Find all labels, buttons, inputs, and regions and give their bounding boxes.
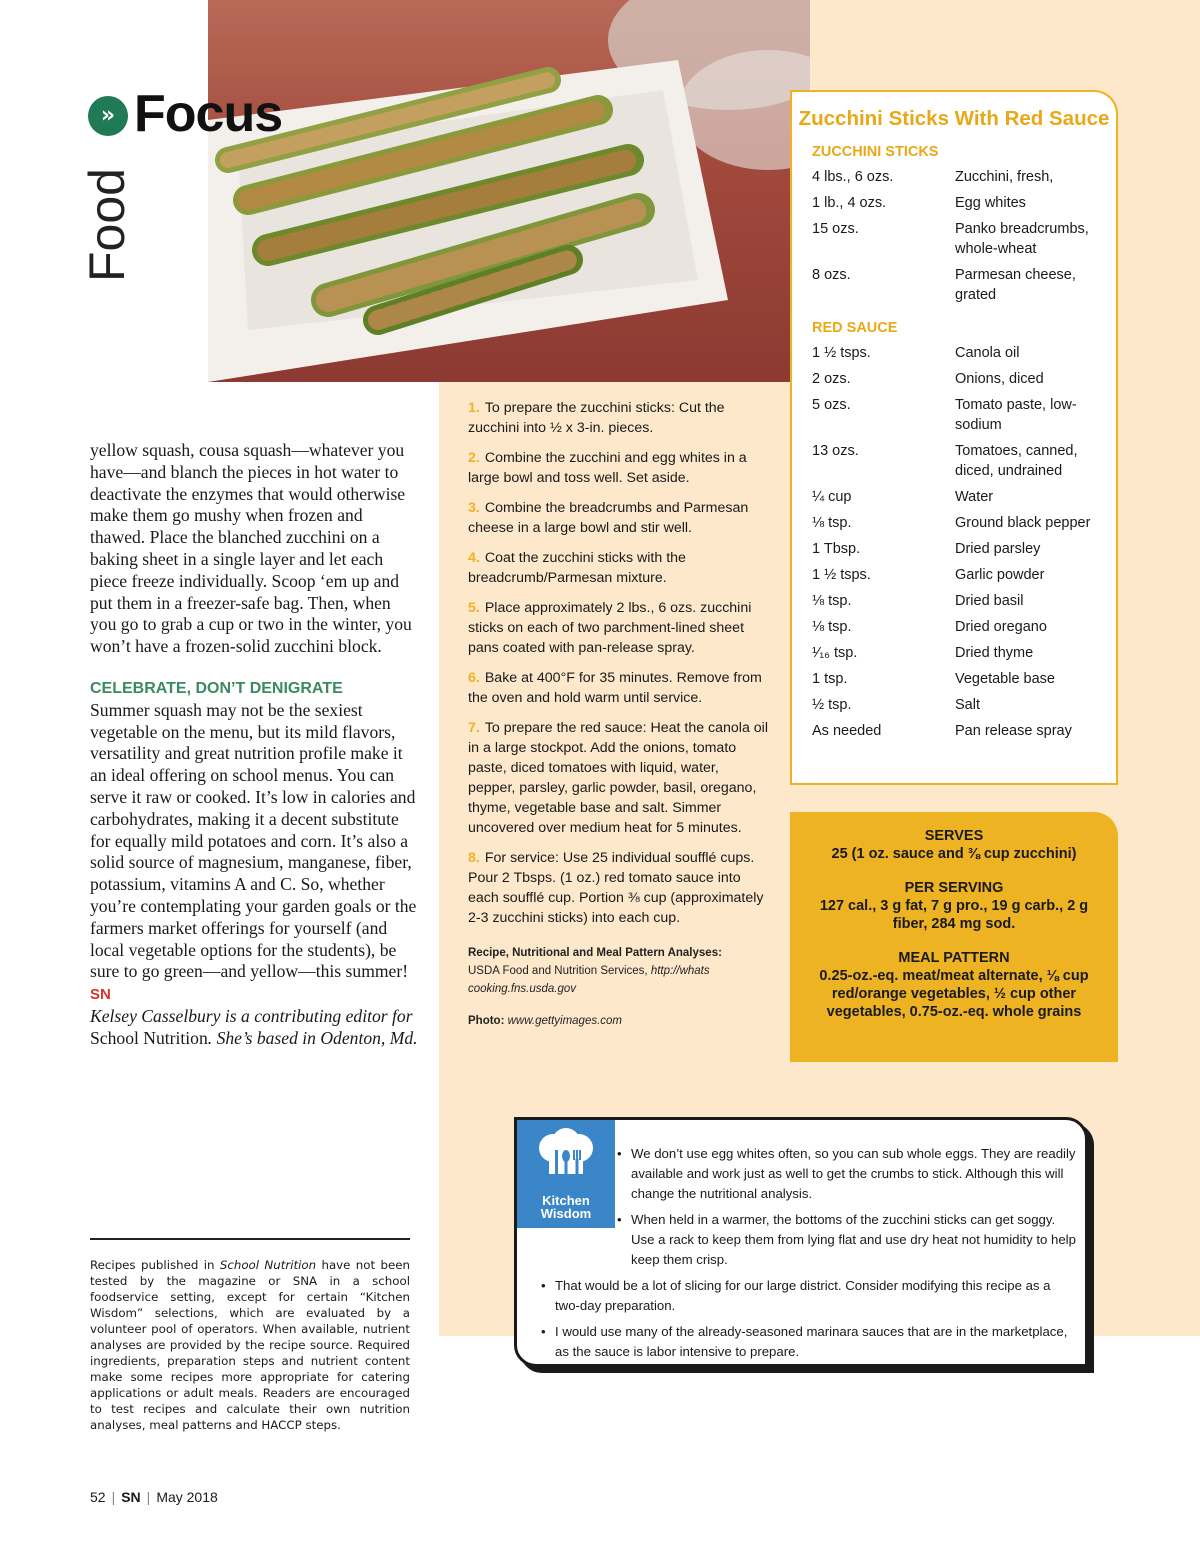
recipe-title: Zucchini Sticks With Red Sauce	[798, 107, 1110, 130]
kitchen-wisdom-label-line: Kitchen	[542, 1193, 590, 1208]
step-number: 2.	[468, 450, 480, 466]
step-number: 5.	[468, 600, 480, 616]
step-text: Bake at 400°F for 35 minutes. Remove from the oven and hold warm until service.	[468, 670, 762, 706]
analyses-source: USDA Food and Nutrition Services,	[468, 965, 648, 977]
recipe-step	[468, 718, 768, 838]
ingredient-name: Vegetable base	[955, 671, 1055, 687]
kitchen-wisdom-box	[514, 1117, 1088, 1367]
analyses-credit	[468, 944, 768, 998]
footer-separator: |	[146, 1489, 151, 1505]
ingredient-amount: ⅛ tsp.	[812, 619, 852, 635]
ingredient-row	[812, 340, 1116, 366]
bio-magazine-name: School Nutrition	[90, 1027, 208, 1048]
recipe-step	[468, 848, 768, 928]
food-focus-brand	[79, 85, 286, 282]
recipe-ingredients-card	[790, 90, 1118, 785]
ingredient-name: Dried basil	[955, 593, 1024, 609]
article-subhead: CELEBRATE, DON’T DENIGRATE	[90, 679, 343, 697]
recipe-step	[468, 398, 768, 438]
ingredient-name: Dried oregano	[955, 619, 1047, 635]
section-name-focus: Focus	[134, 85, 283, 143]
serves-value: 25 (1 oz. sauce and ⅜ cup zucchini)	[831, 846, 1077, 862]
section-name-food: Food	[79, 168, 135, 282]
disclaimer-text: have not been tested by the magazine or SNA in a school foodservice setting, except for certain “Kitchen Wisdom” selections, which are evaluated by a volunteer pool of operators. When available, nutrient analyses are provided by the recipe source. Required ingredients, preparation steps and nutrient content make some recipes more appropriate for catering applications or adult meals. Readers are encouraged to test recipes and calculate their own nutrition analyses, meal patterns and HACCP steps.	[90, 1258, 410, 1432]
ingredient-row	[812, 262, 1116, 308]
ingredient-amount: ⅛ tsp.	[812, 593, 852, 609]
ingredient-name: Tomato paste, low-sodium	[955, 397, 1077, 433]
ingredient-row	[812, 366, 1116, 392]
ingredient-row	[812, 562, 1116, 588]
step-number: 1.	[468, 400, 480, 416]
bio-text: . She’s based in Odenton, Md.	[207, 1027, 418, 1048]
article-paragraph-text: Summer squash may not be the sexiest vegetable on the menu, but its mild flavors, versatility and great nutrition profile make it an ideal offering on school menus. You can serve it raw or cooked. It’s low in calories and carbohydrates, making it a decent substitute for equally mild potatoes and corn. It’s also a solid source of magnesium, manganese, fiber, potassium, vitamins A and C. So, whether you’re contemplating your garden goals or the farmers market offerings for yourself (and local vegetable options for the students), be sure to go green—and yellow—this summer!	[90, 699, 417, 982]
ingredient-amount: 4 lbs., 6 ozs.	[812, 169, 894, 185]
recipe-step	[468, 668, 768, 708]
analyses-url[interactable]: http://whats cooking.fns.usda.gov	[468, 965, 710, 995]
recipe-steps	[468, 398, 768, 1030]
ingredient-amount: 13 ozs.	[812, 443, 859, 459]
step-number: 7.	[468, 720, 480, 736]
recipe-step	[468, 498, 768, 538]
footer-magazine: SN	[121, 1489, 141, 1505]
ingredient-amount: 15 ozs.	[812, 221, 859, 237]
ingredient-name: Garlic powder	[955, 567, 1045, 583]
ingredient-name: Panko breadcrumbs, whole-wheat	[955, 221, 1089, 257]
disclaimer-text: Recipes published in	[90, 1258, 220, 1272]
recipe-step	[468, 448, 768, 488]
ingredient-name: Onions, diced	[955, 371, 1044, 387]
ingredient-amount: 1 lb., 4 ozs.	[812, 195, 887, 211]
step-number: 6.	[468, 670, 480, 686]
photo-credit	[468, 1012, 768, 1030]
step-text: Combine the breadcrumbs and Parmesan cheese in a large bowl and stir well.	[468, 500, 749, 536]
serves-label: SERVES	[924, 828, 984, 844]
kitchen-wisdom-tip: • We don’t use egg whites often, so you can sub whole eggs. They are readily available and work just as well to get the crumbs to stick. Although this will change the nutritional analysis.	[617, 1144, 1077, 1204]
step-number: 8.	[468, 850, 480, 866]
ingredient-name: Salt	[955, 697, 980, 713]
ingredient-amount: 1 tsp.	[812, 671, 848, 687]
ingredient-amount: 1 ½ tsps.	[812, 567, 871, 583]
ingredient-amount: As needed	[812, 723, 882, 739]
ingredient-amount: 5 ozs.	[812, 397, 851, 413]
ingredient-name: Dried parsley	[955, 541, 1041, 557]
kitchen-wisdom-logo	[517, 1120, 615, 1228]
zucchini-photo-illustration	[208, 0, 810, 382]
meal-pattern-label: MEAL PATTERN	[898, 950, 1010, 966]
ingredient-name: Ground black pepper	[955, 515, 1091, 531]
recipe-step	[468, 548, 768, 588]
photo-credit-url[interactable]: www.gettyimages.com	[507, 1015, 623, 1027]
page-number: 52	[90, 1489, 106, 1505]
article-paragraph	[90, 700, 420, 1006]
photo-credit-label: Photo:	[468, 1015, 505, 1027]
ingredient-amount: 1 ½ tsps.	[812, 345, 871, 361]
analyses-label: Recipe, Nutritional and Meal Pattern Analyses:	[468, 947, 722, 959]
divider-rule	[90, 1238, 410, 1240]
bio-text: Kelsey Casselbury is a contributing editor for	[90, 1005, 413, 1026]
ingredient-section-heading: RED SAUCE	[812, 320, 898, 336]
ingredient-amount: ¼ cup	[812, 489, 852, 505]
page-footer	[90, 1489, 218, 1505]
recipe-step	[468, 598, 768, 658]
ingredient-amount: 2 ozs.	[812, 371, 851, 387]
ingredient-amount: ½ tsp.	[812, 697, 852, 713]
ingredient-row	[812, 718, 1116, 744]
ingredient-amount: 1 Tbsp.	[812, 541, 861, 557]
ingredient-row	[812, 392, 1116, 438]
kitchen-wisdom-tip: • That would be a lot of slicing for our large district. Consider modifying this recipe as a two-day preparation.	[541, 1276, 1077, 1316]
ingredient-amount: ⅛ tsp.	[812, 515, 852, 531]
author-bio	[90, 1006, 420, 1050]
step-text: Place approximately 2 lbs., 6 ozs. zucchini sticks on each of two parchment-lined sheet pans coated with pan-release spray.	[468, 600, 752, 656]
ingredient-row	[812, 510, 1116, 536]
kitchen-wisdom-tip: • I would use many of the already-seasoned marinara sauces that are in the marketplace, as the sauce is labor intensive to prepare.	[541, 1322, 1077, 1362]
sn-end-mark: SN	[90, 986, 111, 1004]
ingredient-row	[812, 164, 1116, 190]
kitchen-wisdom-tip: • When held in a warmer, the bottoms of the zucchini sticks can get soggy. Use a rack to keep them from lying flat and use dry heat not humidity to help keep them crisp.	[617, 1210, 1077, 1270]
footer-separator: |	[111, 1489, 116, 1505]
ingredient-name: Pan release spray	[955, 723, 1072, 739]
ingredient-row	[812, 190, 1116, 216]
ingredient-row	[812, 438, 1116, 484]
ingredient-row	[812, 216, 1116, 262]
chef-hat-utensils-icon	[535, 1128, 597, 1180]
double-chevron-right-icon: »	[88, 96, 128, 136]
ingredient-row	[812, 536, 1116, 562]
ingredient-row	[812, 588, 1116, 614]
nutrition-info-box	[790, 812, 1118, 1062]
ingredient-row	[812, 614, 1116, 640]
ingredient-amount: 8 ozs.	[812, 267, 851, 283]
step-text: Coat the zucchini sticks with the breadcrumb/Parmesan mixture.	[468, 550, 686, 586]
article-column	[90, 440, 420, 1050]
ingredient-section-heading: ZUCCHINI STICKS	[812, 144, 939, 160]
per-serving-value: 127 cal., 3 g fat, 7 g pro., 19 g carb., 2 g fiber, 284 mg sod.	[819, 898, 1089, 932]
ingredient-name: Dried thyme	[955, 645, 1034, 661]
meal-pattern-value: 0.25-oz.-eq. meat/meat alternate, ⅛ cup red/orange vegetables, ½ cup other vegetables, 0.75-oz.-eq. whole grains	[819, 968, 1089, 1020]
ingredient-amount: ¹⁄₁₆ tsp.	[812, 645, 858, 661]
kitchen-wisdom-label	[517, 1194, 615, 1220]
step-text: For service: Use 25 individual soufflé cups. Pour 2 Tbsps. (1 oz.) red tomato sauce into each soufflé cup. Portion ⅜ cup (approximately 2-3 zucchini sticks) into each cup.	[468, 850, 764, 926]
step-number: 3.	[468, 500, 480, 516]
step-text: To prepare the zucchini sticks: Cut the zucchini into ½ x 3-in. pieces.	[468, 400, 725, 436]
ingredient-name: Egg whites	[955, 195, 1026, 211]
step-text: To prepare the red sauce: Heat the canola oil in a large stockpot. Add the onions, tomato paste, diced tomatoes with liquid, water, pepper, parsley, garlic powder, basil, oregano, thyme, vegetable base and salt. Simmer uncovered over medium heat for 5 minutes.	[468, 720, 768, 836]
ingredient-name: Parmesan cheese, grated	[955, 267, 1076, 303]
article-paragraph: yellow squash, cousa squash—whatever you have—and blanch the pieces in hot water to deactivate the enzymes that would otherwise make them go mushy when frozen and thawed. Place the blanched zucchini on a baking sheet in a single layer and let each piece freeze individually. Scoop ‘em up and put them in a freezer-safe bag. Then, when you go to grab a cup or two in the winter, you won’t have a frozen-solid zucchini block.	[90, 440, 412, 657]
ingredient-row	[812, 692, 1116, 718]
zucchini-sticks-photo	[208, 0, 810, 382]
step-text: Combine the zucchini and egg whites in a large bowl and toss well. Set aside.	[468, 450, 747, 486]
ingredient-row	[812, 484, 1116, 510]
step-number: 4.	[468, 550, 480, 566]
kitchen-wisdom-label-line: Wisdom	[540, 1206, 592, 1221]
ingredient-name: Water	[955, 489, 994, 505]
per-serving-label: PER SERVING	[904, 880, 1004, 896]
ingredient-name: Canola oil	[955, 345, 1020, 361]
ingredient-row	[812, 666, 1116, 692]
footer-date: May 2018	[156, 1489, 218, 1505]
ingredient-name: Tomatoes, canned, diced, undrained	[955, 443, 1078, 479]
ingredient-row	[812, 640, 1116, 666]
recipe-disclaimer	[90, 1257, 410, 1433]
disclaimer-magazine-name: School Nutrition	[219, 1258, 317, 1272]
ingredient-name: Zucchini, fresh,	[955, 169, 1054, 185]
